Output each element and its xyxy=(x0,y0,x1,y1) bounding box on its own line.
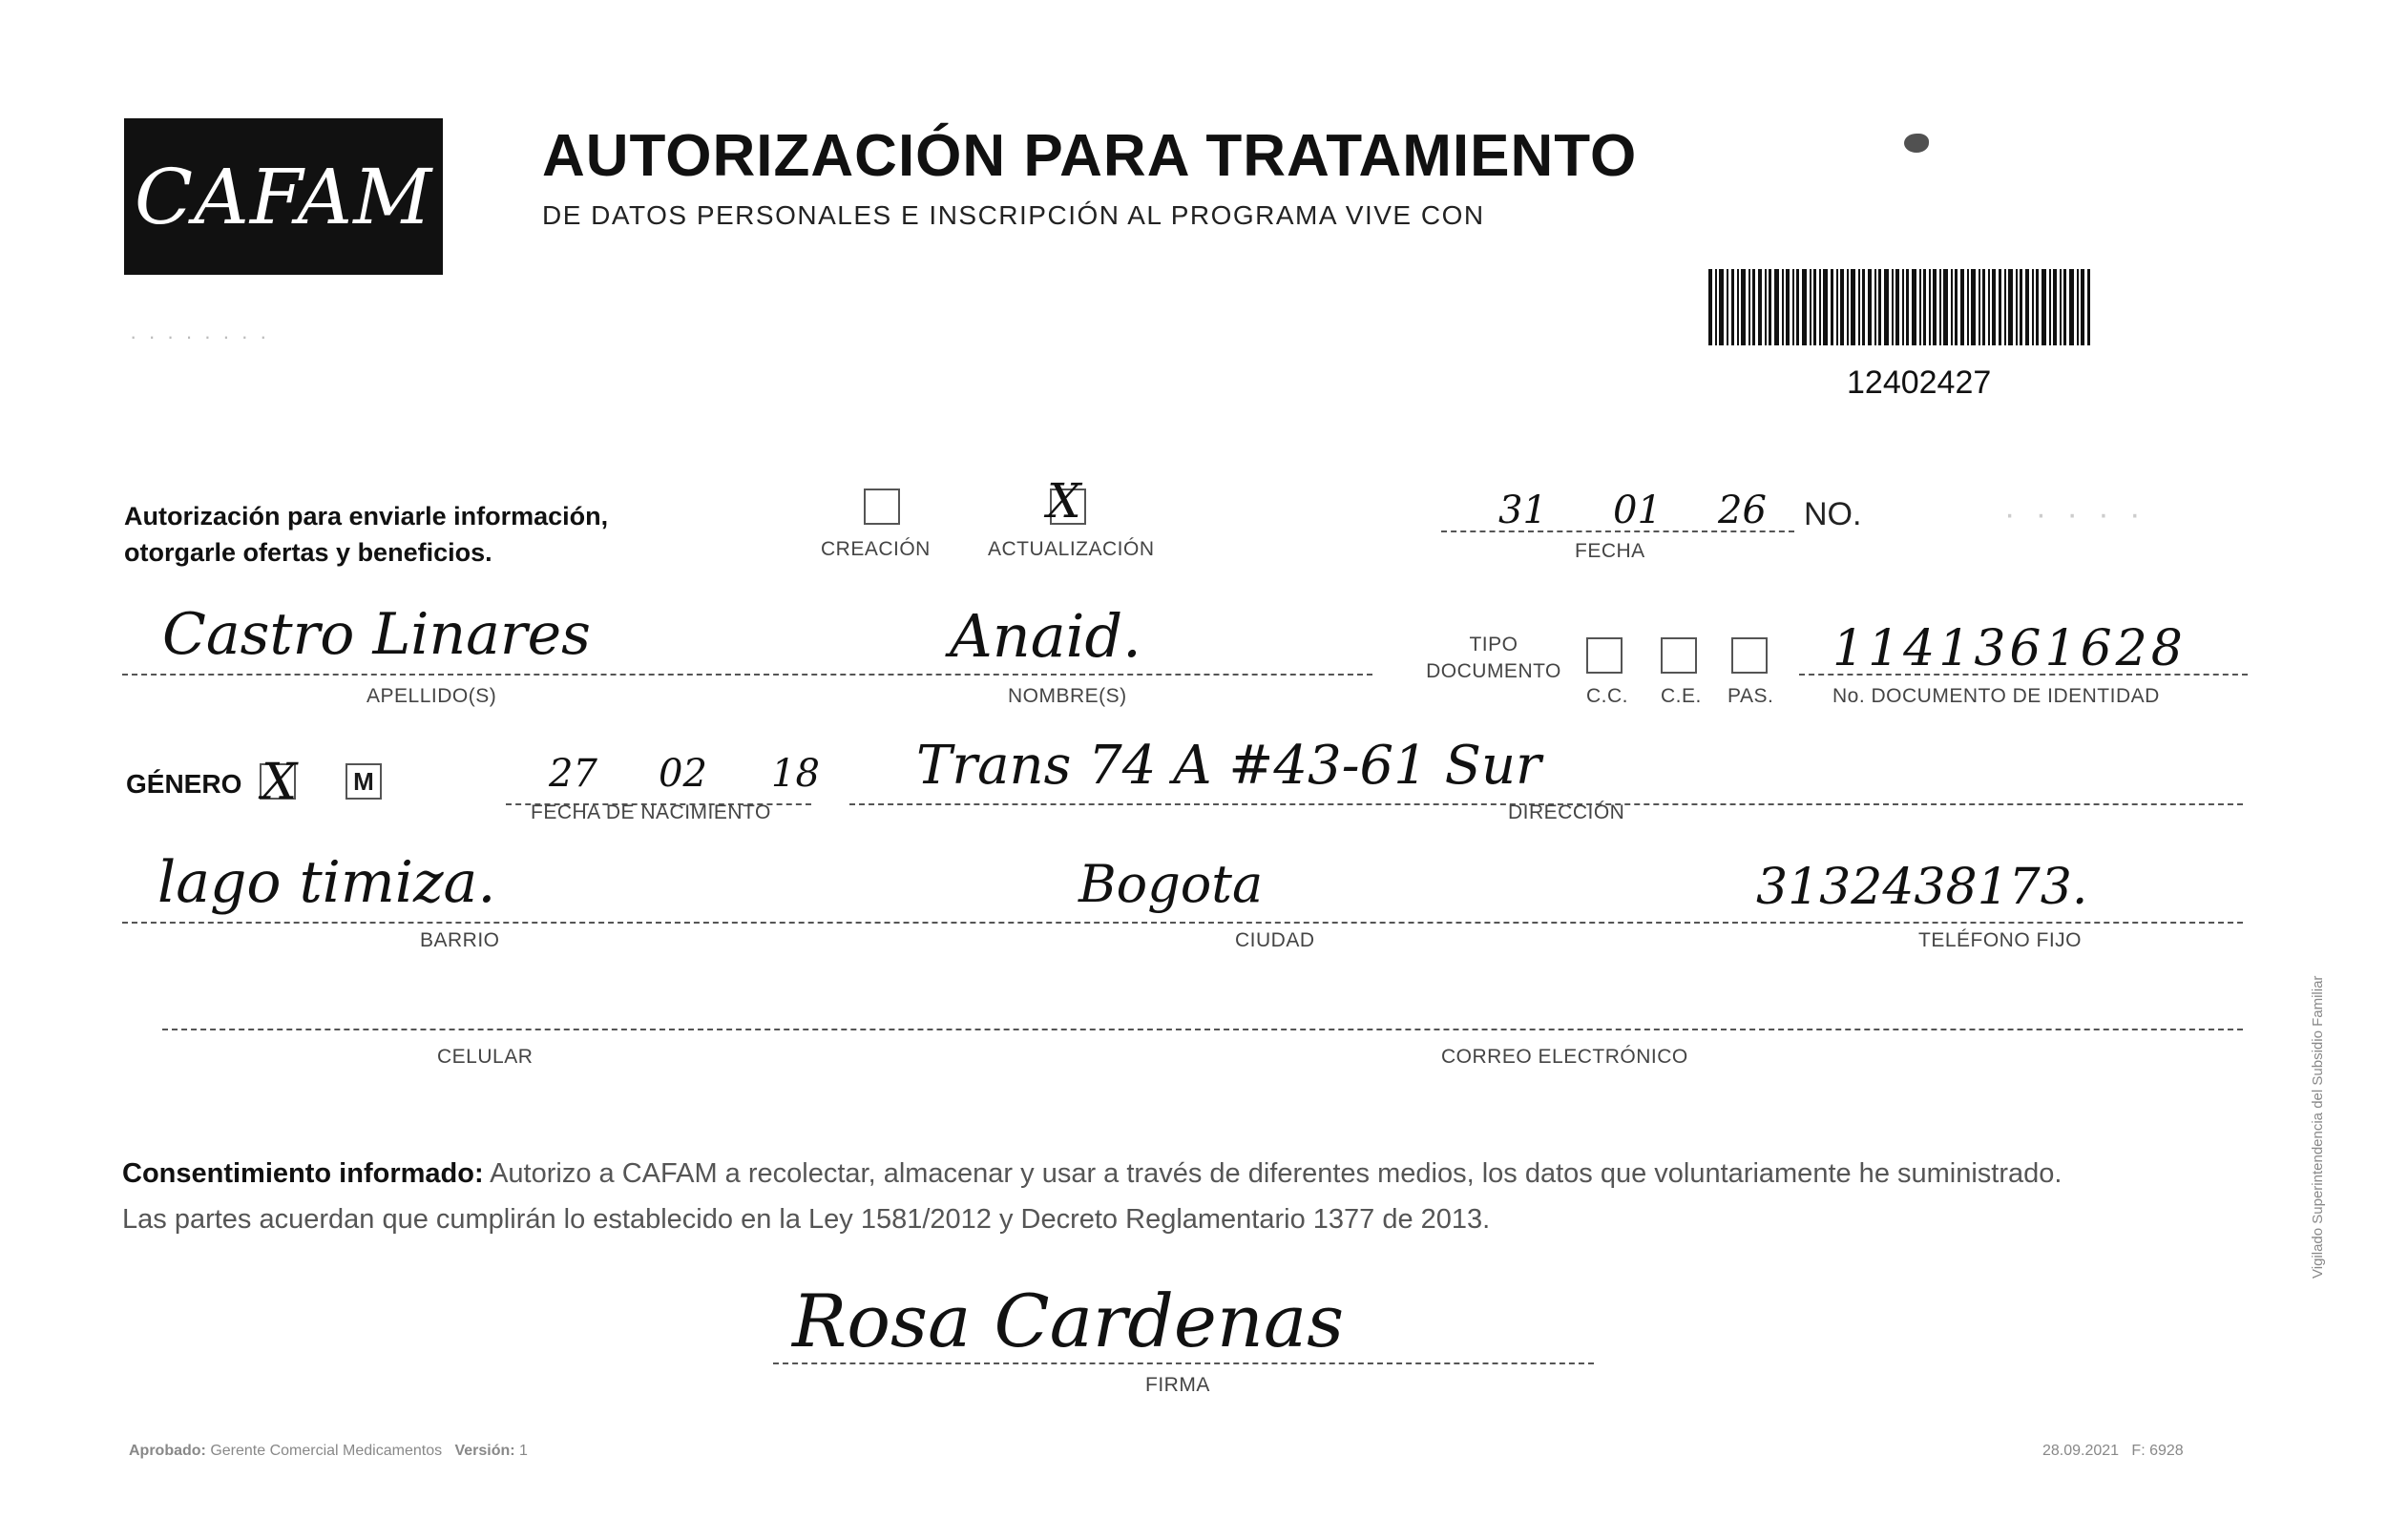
nombres-value[interactable]: Anaid. xyxy=(950,601,1141,671)
doc-ce-checkbox[interactable] xyxy=(1661,637,1697,674)
vertical-watermark: Vigilado Superintendencia del Subsidio Familiar xyxy=(2310,975,2326,1279)
footer-aprobado-label: Aprobado: xyxy=(129,1443,206,1459)
documento-label: No. DOCUMENTO DE IDENTIDAD xyxy=(1832,685,2160,707)
consent-text-1: Autorizo a CAFAM a recolectar, almacenar y usar a través de diferentes medios, los datos que voluntariamente he suministrado. xyxy=(490,1158,2063,1189)
birth-month[interactable]: 02 xyxy=(659,752,707,796)
signature-label: FIRMA xyxy=(1145,1374,1210,1396)
footer-version-value: 1 xyxy=(519,1443,528,1459)
barcode-number: 12402427 xyxy=(1847,364,1992,401)
intro-text xyxy=(124,498,608,571)
doc-cc-checkbox[interactable] xyxy=(1586,637,1623,674)
doc-pas-checkbox[interactable] xyxy=(1731,637,1768,674)
correo-label: CORREO ELECTRÓNICO xyxy=(1441,1046,1688,1068)
consent-text-2: Las partes acuerdan que cumplirán lo establecido en la Ley 1581/2012 y Decreto Reglamentario 1377 de 2013. xyxy=(122,1204,1491,1235)
barrio-value[interactable]: lago timiza. xyxy=(157,849,496,916)
birth-label: FECHA DE NACIMIENTO xyxy=(531,801,771,823)
doc-type-ce: C.E. xyxy=(1661,685,1702,707)
faded-stamp: · · · · · · · · xyxy=(130,324,270,348)
form-title: AUTORIZACIÓN PARA TRATAMIENTO xyxy=(542,123,1638,189)
intro-line-1: Autorización para enviarle información, xyxy=(124,502,609,530)
documento-value[interactable]: 1141361628 xyxy=(1832,620,2187,677)
ciudad-label: CIUDAD xyxy=(1235,929,1315,951)
direccion-label: DIRECCIÓN xyxy=(1508,801,1625,823)
genero-label: GÉNERO xyxy=(126,769,242,799)
cafam-logo: CAFAM xyxy=(124,118,443,275)
apellidos-label: APELLIDO(S) xyxy=(366,685,497,707)
faded-number: · · · · · xyxy=(2004,496,2146,532)
footer-codes xyxy=(2042,1443,2184,1460)
date-day[interactable]: 31 xyxy=(1498,489,1547,532)
footer-approval xyxy=(129,1443,528,1460)
doc-type-cc: C.C. xyxy=(1586,685,1628,707)
footer-aprobado-value: Gerente Comercial Medicamentos xyxy=(210,1443,443,1459)
direccion-value[interactable]: Trans 74 A #43-61 Sur xyxy=(916,735,1541,797)
creacion-label: CREACIÓN xyxy=(821,538,931,560)
date-month[interactable]: 01 xyxy=(1613,489,1662,532)
footer-version-label: Versión: xyxy=(454,1443,515,1459)
genero-m-checkbox[interactable]: M xyxy=(345,763,382,800)
footer-code: F: 6928 xyxy=(2131,1443,2184,1459)
actualizacion-mark: X xyxy=(1047,473,1081,529)
date-year[interactable]: 26 xyxy=(1718,489,1767,532)
ciudad-value[interactable]: Bogota xyxy=(1078,854,1264,914)
birth-day[interactable]: 27 xyxy=(549,752,597,796)
consent-block xyxy=(122,1151,2260,1242)
nombres-label: NOMBRE(S) xyxy=(1008,685,1127,707)
celular-label: CELULAR xyxy=(437,1046,534,1068)
genero-f-mark: X xyxy=(262,754,298,811)
telefono-value[interactable]: 3132438173. xyxy=(1756,859,2088,916)
barrio-label: BARRIO xyxy=(420,929,500,951)
consent-heading: Consentimiento informado: xyxy=(122,1158,484,1189)
date-label: FECHA xyxy=(1575,540,1645,562)
telefono-label: TELÉFONO FIJO xyxy=(1918,929,2083,951)
apellidos-value[interactable]: Castro Linares xyxy=(162,601,591,668)
barrio-line xyxy=(122,922,2243,924)
birth-year[interactable]: 18 xyxy=(771,752,820,796)
form-subtitle: DE DATOS PERSONALES E INSCRIPCIÓN AL PROGRAMA VIVE CON xyxy=(542,200,1485,230)
doc-type-pas: PAS. xyxy=(1727,685,1774,707)
actualizacion-label: ACTUALIZACIÓN xyxy=(988,538,1155,560)
footer-date-code: 28.09.2021 xyxy=(2042,1443,2120,1459)
signature-value[interactable]: Rosa Cardenas xyxy=(792,1279,1345,1363)
ink-speck-icon xyxy=(1904,134,1929,153)
name-line xyxy=(122,674,1372,676)
celular-line xyxy=(162,1029,2243,1030)
tipo-documento-label: TIPO DOCUMENTO xyxy=(1426,634,1561,682)
number-label: NO. xyxy=(1804,496,1862,532)
intro-line-2: otorgarle ofertas y beneficios. xyxy=(124,538,492,567)
creacion-checkbox[interactable] xyxy=(864,489,900,525)
barcode xyxy=(1708,269,2090,345)
